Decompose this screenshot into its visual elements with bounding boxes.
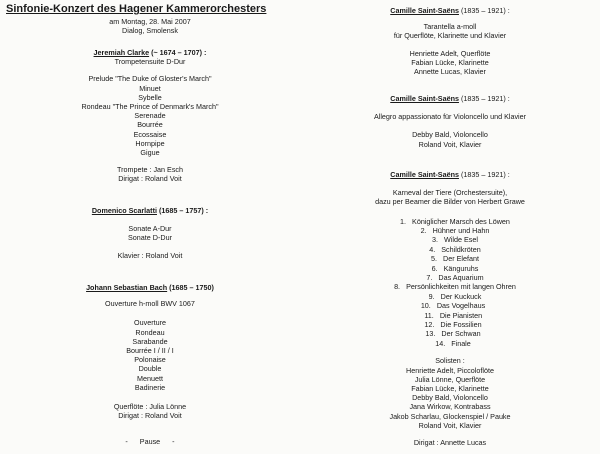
- work-title: Sonate D-Dur: [128, 233, 172, 243]
- concert-place: Dialog, Smolensk: [122, 26, 178, 36]
- movement: 9. Der Kuckuck: [428, 291, 482, 301]
- clarke-section: [0, 48, 300, 184]
- composer-name: Johann Sebastian Bach: [86, 283, 168, 292]
- concert-date: am Montag, 28. Mai 2007: [109, 17, 191, 26]
- soloist: Trompete : Jan Esch: [116, 165, 184, 175]
- composer-dates: (1835 – 1921) :: [460, 6, 510, 15]
- movement: 14. Finale: [435, 338, 471, 348]
- movement: Double: [138, 364, 162, 374]
- allegro-section: [300, 94, 600, 149]
- soloist: Jana Wirkow, Kontrabass: [409, 402, 491, 412]
- composer-heading: [0, 206, 300, 215]
- performer: Henriette Adelt, Querflöte: [409, 48, 491, 58]
- movement: 2. Hühner und Hahn: [420, 226, 490, 236]
- soloist: Fabian Lücke, Klarinette: [411, 383, 489, 393]
- bach-section: [0, 283, 300, 420]
- movement: Prelude "The Duke of Gloster's March": [88, 74, 212, 84]
- movement: 8. Persönlichkeiten mit langen Ohren: [394, 282, 516, 292]
- composer-dates: (1685 – 1757) :: [158, 206, 209, 215]
- program-header: [0, 3, 300, 35]
- soloist: Jakob Scharlau, Glockenspiel / Pauke: [389, 411, 511, 421]
- composer-dates: (1685 – 1750): [169, 283, 214, 292]
- karneval-section: [300, 170, 600, 447]
- work-title: Tarantella a-moll: [423, 22, 477, 32]
- movement: 6. Känguruhs: [431, 263, 479, 273]
- composer-heading: [300, 170, 600, 179]
- movement: 13. Der Schwan: [425, 329, 481, 339]
- movement: Hornpipe: [135, 138, 165, 148]
- performer: Debby Bald, Violoncello: [412, 130, 488, 140]
- composer-name: Camille Saint-Saëns: [390, 6, 459, 15]
- work-subtitle: dazu per Beamer die Bilder von Herbert Grawe: [375, 197, 525, 207]
- movement: Rondeau "The Prince of Denmark's March": [81, 102, 219, 112]
- movement: 7. Das Aquarium: [426, 273, 484, 283]
- movement: 10. Das Vogelhaus: [420, 301, 486, 311]
- composer-heading: [0, 48, 300, 57]
- movement: Badinerie: [134, 382, 166, 392]
- movement: 3. Wilde Esel: [432, 235, 478, 245]
- pause-section: [0, 437, 300, 446]
- work-title: Karneval der Tiere (Orchestersuite),: [392, 188, 508, 198]
- soloist: Klavier : Roland Voit: [117, 250, 183, 260]
- movement: Menuett: [137, 373, 163, 383]
- movement: Bourrée I / II / I: [126, 346, 174, 356]
- composer-heading: [0, 283, 300, 292]
- soloist: Debby Bald, Violoncello: [412, 393, 488, 403]
- pause-label: - Pause -: [125, 437, 175, 446]
- work-title: Trompetensuite D-Dur: [114, 57, 186, 67]
- composer-dates: (1835 – 1921) :: [460, 94, 510, 103]
- movement: Rondeau: [135, 327, 165, 337]
- soloist: Henriette Adelt, Piccoloflöte: [406, 365, 494, 375]
- composer-dates: (1835 – 1921) :: [460, 170, 510, 179]
- movement: Ouverture: [134, 318, 166, 328]
- composer-name: Jeremiah Clarke: [93, 48, 150, 57]
- movement: Bourrée: [137, 120, 163, 130]
- movement: Polonaise: [134, 355, 166, 365]
- performer: Roland Voit, Klavier: [418, 139, 482, 149]
- work-title: Allegro appassionato für Violoncello und Klavier: [373, 112, 527, 122]
- movement: Minuet: [139, 83, 161, 93]
- movement-list: [0, 318, 300, 392]
- soloist: Querflöte : Julia Lönne: [113, 402, 187, 412]
- movement: 12. Die Fossilien: [424, 320, 482, 330]
- composer-name: Domenico Scarlatti: [91, 206, 157, 215]
- movement-list: [0, 74, 300, 157]
- movement: 4. Schildkröten: [429, 244, 481, 254]
- composer-name: Camille Saint-Saëns: [390, 170, 459, 179]
- conductor: Dirigat : Annette Lucas: [413, 437, 487, 447]
- movement: Gigue: [140, 148, 160, 158]
- scarlatti-section: [0, 206, 300, 260]
- composer-dates: (~ 1674 – 1707) :: [151, 48, 207, 57]
- composer-heading: [300, 6, 600, 15]
- performer: Annette Lucas, Klavier: [414, 67, 486, 77]
- conductor: Dirigat : Roland Voit: [118, 411, 182, 421]
- performer: Fabian Lücke, Klarinette: [411, 57, 489, 67]
- conductor: Dirigat : Roland Voit: [118, 174, 182, 184]
- soloists-label: Solisten :: [435, 356, 465, 366]
- composer-heading: [300, 94, 600, 103]
- movement: Serenade: [134, 111, 166, 121]
- movement: Sarabande: [132, 336, 168, 346]
- movement: 5. Der Elefant: [431, 254, 479, 264]
- work-title: Ouverture h-moll BWV 1067: [105, 299, 195, 309]
- program-title: Sinfonie-Konzert des Hagener Kammerorchesters: [6, 3, 267, 15]
- movement-list: [300, 217, 600, 349]
- movement: 11. Die Pianisten: [424, 310, 483, 320]
- movement: Ecossaise: [133, 129, 167, 139]
- movement: 1. Königlicher Marsch des Löwen: [400, 216, 510, 226]
- work-title: Sonate A-Dur: [128, 224, 172, 234]
- instrumentation: für Querflöte, Klarinette und Klavier: [393, 31, 507, 41]
- soloist: Julia Lönne, Querflöte: [414, 374, 486, 384]
- soloist: Roland Voit, Klavier: [418, 420, 482, 430]
- tarantella-section: [300, 6, 600, 76]
- composer-name: Camille Saint-Saëns: [390, 94, 459, 103]
- movement: Sybelle: [138, 92, 162, 102]
